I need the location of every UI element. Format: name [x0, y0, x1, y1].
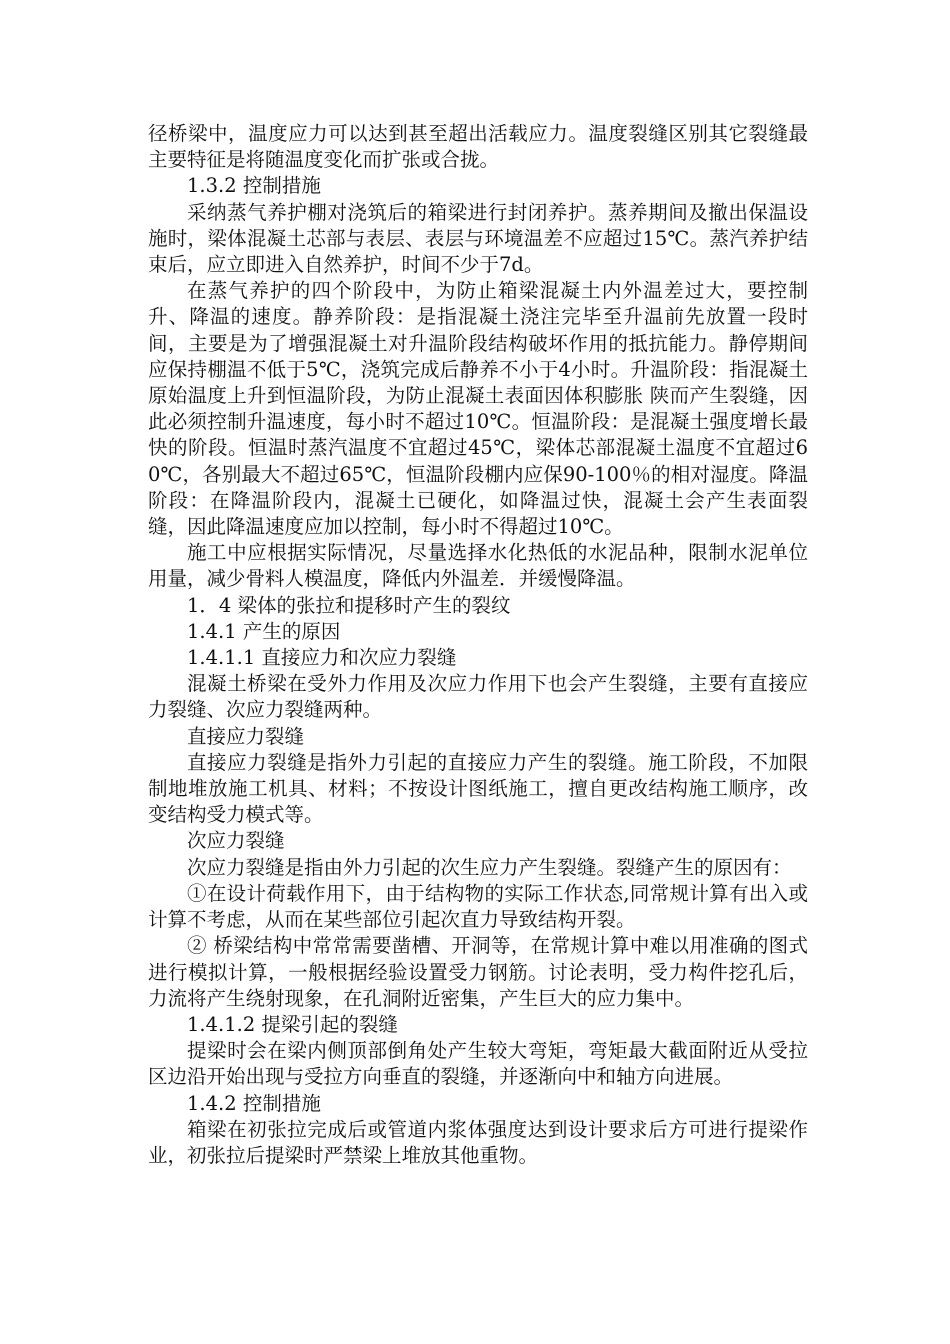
section-heading: 1.4.1 产生的原因: [187, 619, 341, 643]
paragraph: 混凝土桥梁在受外力作用及次应力作用下也会产生裂缝，主要有直接应力裂缝、次应力裂缝两种。: [148, 672, 808, 722]
paragraph: 直接应力裂缝是指外力引起的直接应力产生的裂缝。施工阶段，不加限制地堆放施工机具、材料；不按设计图纸施工，擅自更改结构施工顺序，改变结构受力模式等。: [148, 750, 808, 827]
paragraph: 次应力裂缝是指由外力引起的次生应力产生裂缝。裂缝产生的原因有：: [187, 855, 792, 879]
paragraph: 径桥梁中，温度应力可以达到甚至超出活载应力。温度裂缝区别其它裂缝最主要特征是将随温度变化而扩张或合拢。: [148, 122, 808, 172]
subheading: 次应力裂缝: [187, 829, 285, 853]
paragraph: 箱梁在初张拉完成后或管道内浆体强度达到设计要求后方可进行提梁作业，初张拉后提梁时严禁梁上堆放其他重物。: [148, 1117, 808, 1167]
section-heading: 1.3.2 控制措施: [187, 174, 321, 198]
section-heading: 1.4.2 控制措施: [187, 1091, 321, 1115]
paragraph: 在蒸气养护的四个阶段中，为防止箱梁混凝土内外温差过大，要控制升、降温的速度。静养阶段：是指混凝土浇注完毕至升温前先放置一段时间，主要是为了增强混凝土对升温阶段结构破坏作用的抵抗能力。静停期间应保持棚温不低于5℃，浇筑完成后静养不小于4小时。升温阶段：指混凝土原始温度上升到恒温阶段，为防止混凝土表面因体积膨胀 陕而产生裂缝，因此必须控制升温速度，每小时不超过10℃。恒温阶段：是混凝土强度增长最快的阶段。恒温时蒸汽温度不宜超过45℃，梁体芯部混凝土温度不宜超过60℃，各别最大不超过65℃，恒温阶段棚内应保90-100％的相对湿度。降温阶段：在降温阶段内，混凝土已硬化，如降温过快，混凝土会产生表面裂缝，因此降温速度应加以控制，每小时不得超过10℃。: [148, 279, 808, 539]
section-heading: 1.4.1.2 提梁引起的裂缝: [187, 1012, 398, 1036]
document-body: [148, 121, 808, 1169]
list-item: ② 桥梁结构中常常需要凿槽、开洞等，在常规计算中难以用准确的图式进行模拟计算，一般根据经验设置受力钢筋。讨论表明，受力构件挖孔后，力流将产生绕射现象，在孔洞附近密集，产生巨大的应力集中。: [148, 934, 808, 1010]
section-heading: 1.4.1.1 直接应力和次应力裂缝: [187, 646, 457, 670]
list-item: ①在设计荷载作用下，由于结构物的实际工作状态,同常规计算有出入或计算不考虑，从而在某些部位引起次直力导致结构开裂。: [148, 881, 808, 932]
paragraph: 采纳蒸气养护棚对浇筑后的箱梁进行封闭养护。蒸养期间及撤出保温设施时，梁体混凝土芯部与表层、表层与环境温差不应超过15℃。蒸汽养护结束后，应立即进入自然养护，时间不少于7d。: [148, 200, 808, 277]
subheading: 直接应力裂缝: [187, 724, 305, 748]
paragraph: 施工中应根据实际情况，尽量选择水化热低的水泥品种，限制水泥单位用量，减少骨料人模温度，降低内外温差．并缓慢降温。: [148, 541, 808, 591]
section-heading: 1．4 梁体的张拉和提移时产生的裂纹: [187, 593, 511, 617]
paragraph: 提梁时会在梁内侧顶部倒角处产生较大弯矩，弯矩最大截面附近从受拉区边沿开始出现与受拉方向垂直的裂缝，并逐渐向中和轴方向进展。: [148, 1039, 808, 1089]
